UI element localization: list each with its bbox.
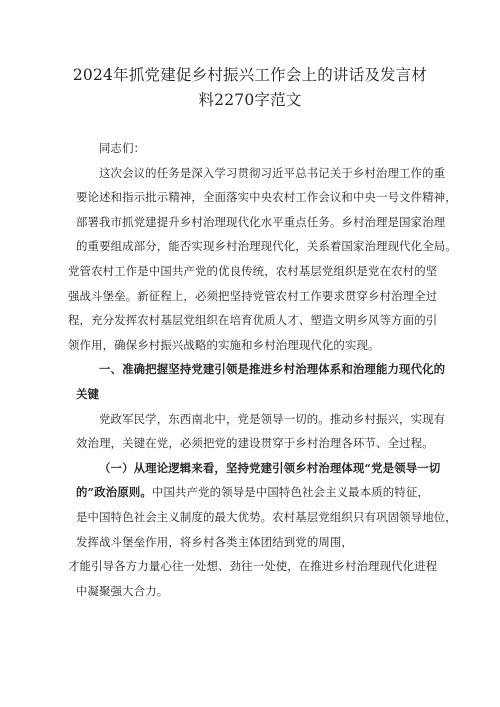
paragraph-line: 党管农村工作是中国共产党的优良传统，农村基层党组织是党在农村的坚 [68,263,438,278]
paragraph-line: 程，充分发挥农村基层党组织在培育优质人才、塑造文明乡风等方面的引 [68,313,438,328]
title-line: 料2270字范文 [198,90,302,109]
paragraph-line: 这次会议的任务是深入学习贯彻习近平总书记关于乡村治理工作的重 [99,165,446,180]
section-heading [76,357,446,406]
paragraph-line [76,480,432,505]
heading-line: 关键 [76,386,100,401]
paragraph-line: 发挥战斗堡垒作用，将乡村各类主体团结到党的周围， [76,534,353,549]
paragraph-line: 的重要组成部分，能否实现乡村治理现代化，关系着国家治理现代化全局。 [76,239,457,254]
paragraph-text: 中国共产党的领导是中国特色社会主义最本质的特征， [151,485,429,500]
paragraph-line: 才能引导各方力量心往一处想、劲往一处使，在推进乡村治理现代化进程 [68,559,438,574]
paragraph-party-leadership [76,407,446,456]
salutation: 同志们： [99,141,146,155]
subheading-line: （一）从理论逻辑来看，坚持党建引领乡村治理体现“党是领导一切 [99,460,441,475]
paragraph-line: 强战斗堡垒。新征程上，必须把坚持党管农村工作要求贯穿乡村治理全过 [68,288,438,303]
paragraph-line: 党政军民学，东西南北中，党是领导一切的。推动乡村振兴，实现有 [99,411,446,426]
heading-line: 一、准确把握坚持党建引领是推进乡村治理体系和治理能力现代化的 [99,362,446,377]
subsection-theory [68,456,457,604]
paragraph-line: 是中国特色社会主义制度的最大优势。农村基层党组织只有巩固领导地位， [76,509,457,524]
paragraph-line: 中凝聚强大合力。 [76,583,169,598]
title-line: 2024年抓党建促乡村振兴工作会上的讲话及发言材 [72,66,428,84]
paragraph-line: 要论述和指示批示精神，全面落实中央农村工作会议和中央一号文件精神， [76,190,457,205]
paragraph-line: 领作用，确保乡村振兴战略的实施和乡村治理现代化的实现。 [68,337,380,352]
paragraph-line: 效治理，关键在党，必须把党的建设贯穿于乡村治理各环节、全过程。 [76,436,434,451]
subheading-line: 的”政治原则。 [76,485,152,500]
paragraph-intro [68,161,457,358]
document-title [60,62,440,111]
paragraph-line: 部署我市抓党建提升乡村治理现代化水平重点任务。乡村治理是国家治理 [76,214,446,229]
document-body [68,136,457,603]
